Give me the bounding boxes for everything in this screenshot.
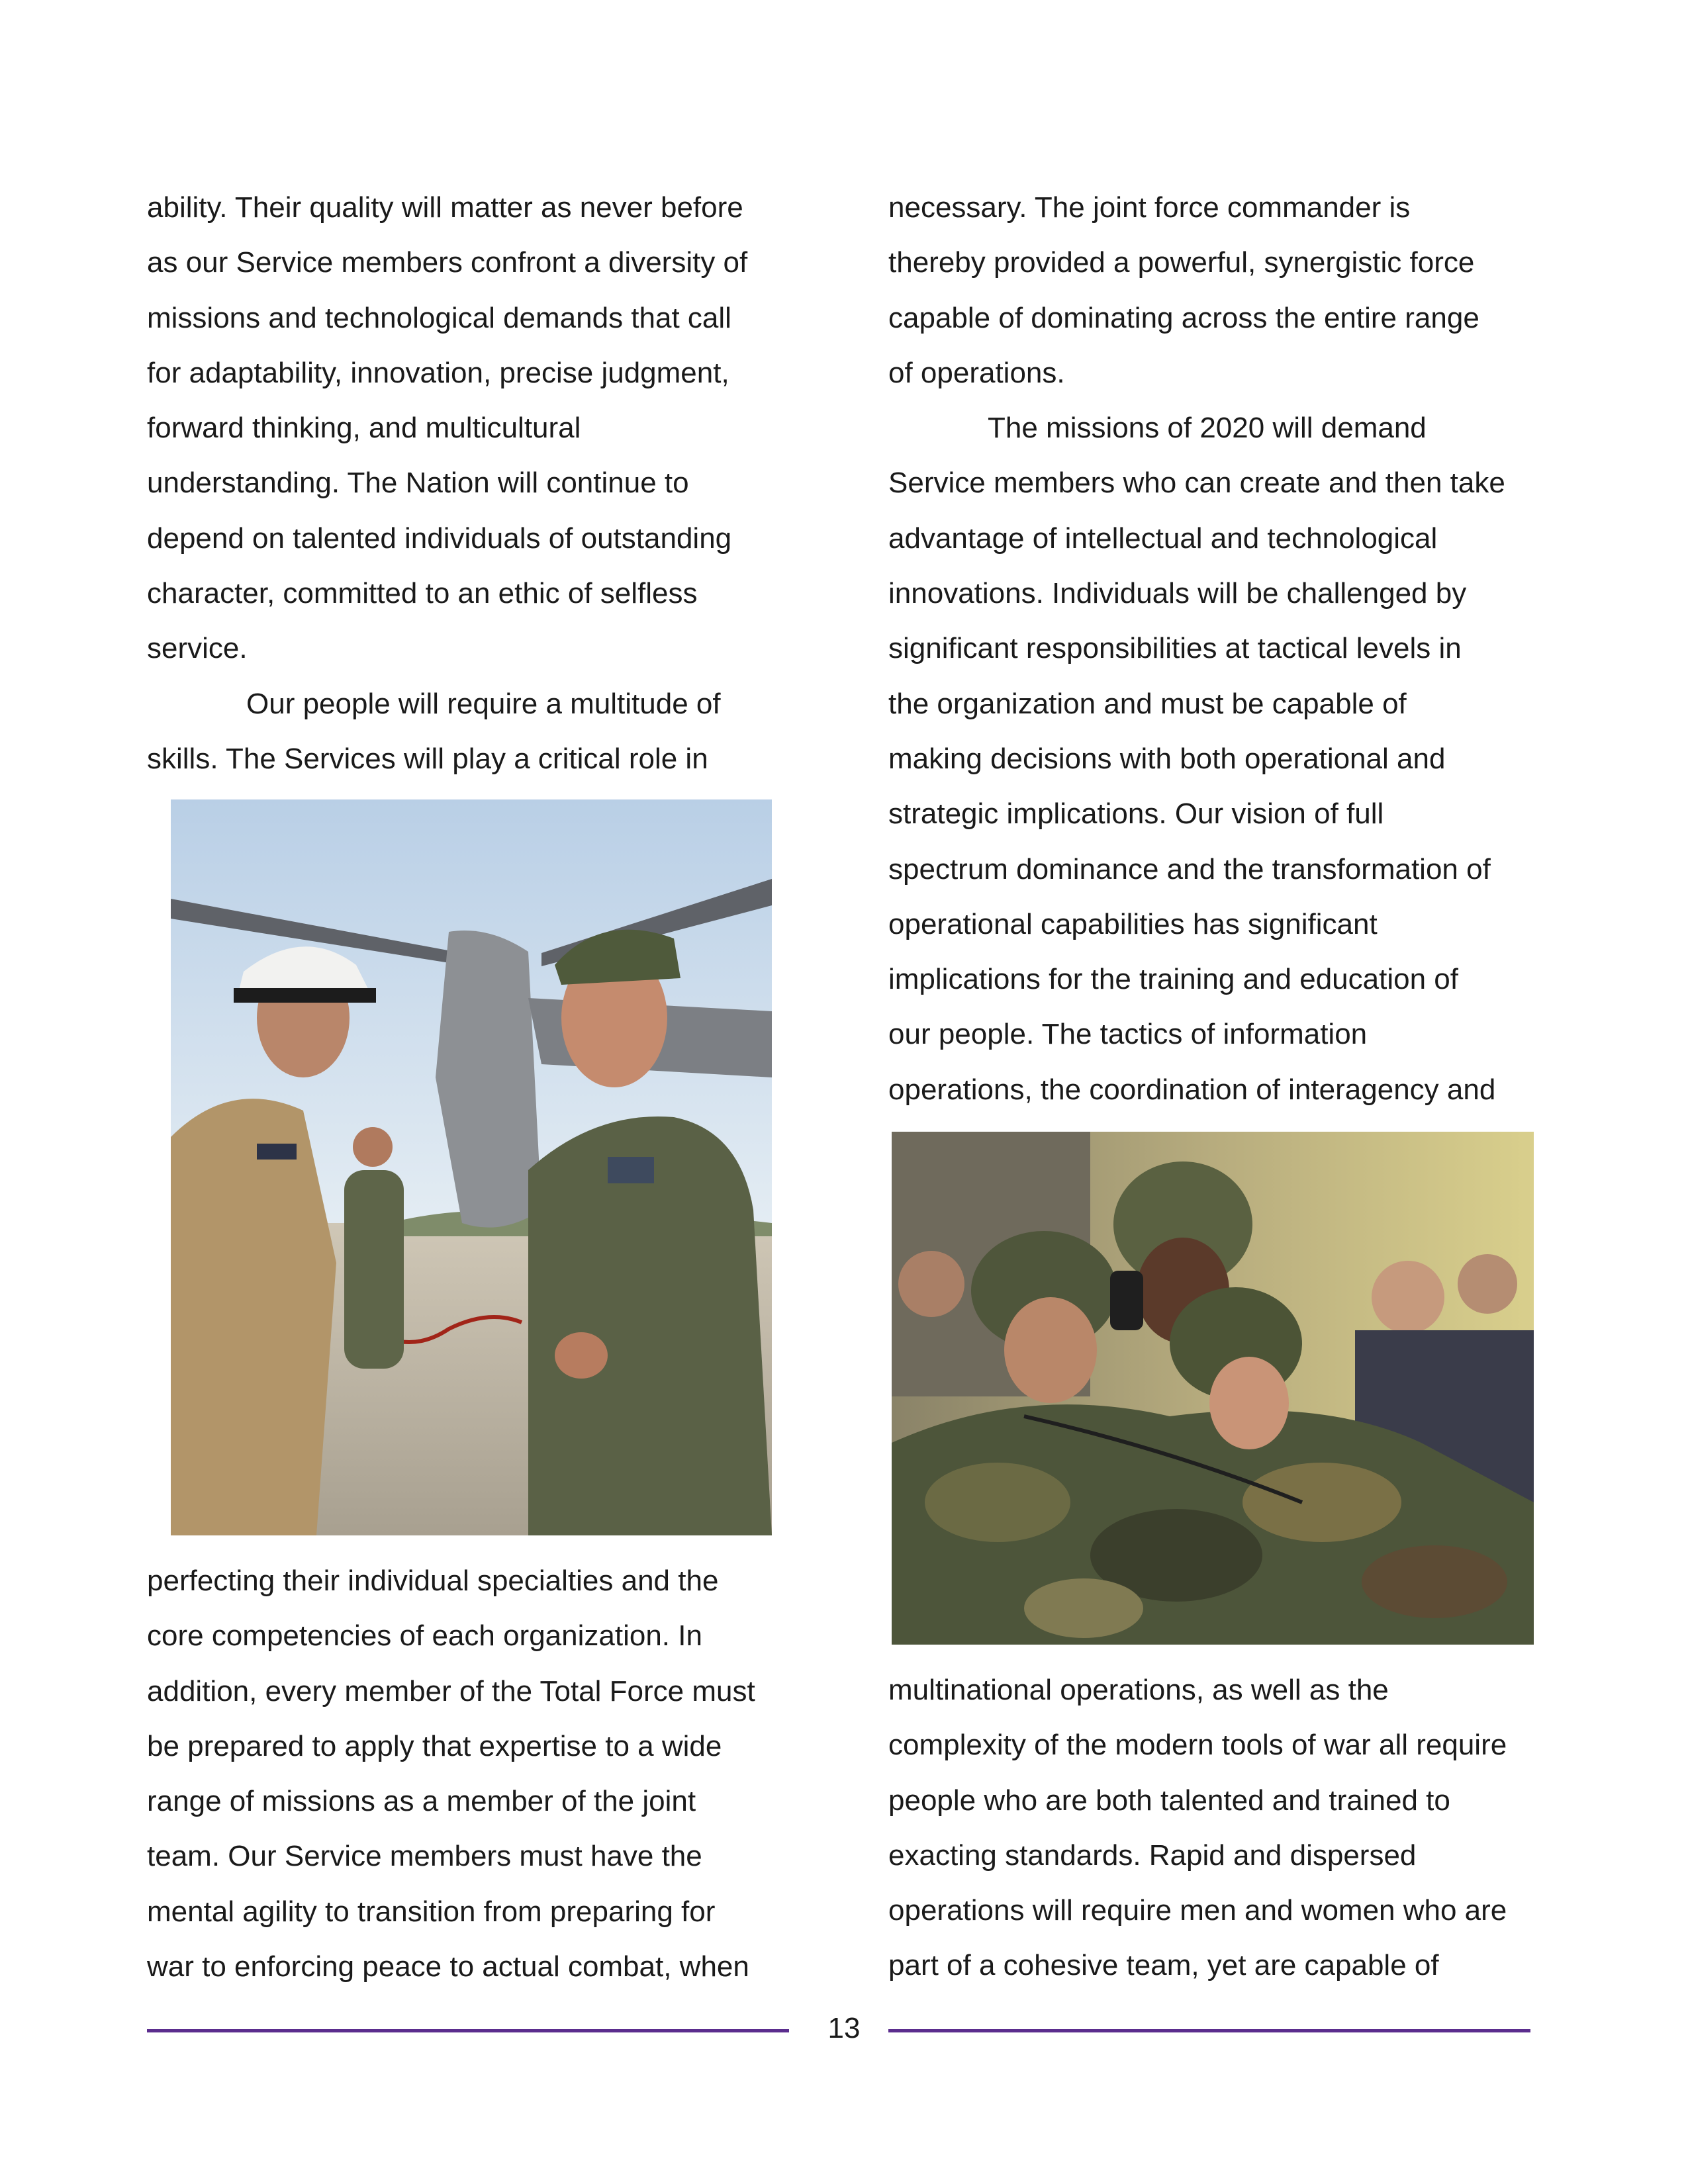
paragraph-first-line: Our people will require a multitude of: [246, 687, 721, 720]
text-line: range of missions as a member of the joint: [147, 1785, 696, 1818]
text-line: ability. Their quality will matter as never before: [147, 191, 743, 224]
text-line: exacting standards. Rapid and dispersed: [888, 1839, 1417, 1872]
text-line: complexity of the modern tools of war all require: [888, 1729, 1507, 1762]
left-column-bottom-text: [147, 1553, 782, 1994]
text-line: understanding. The Nation will continue to: [147, 467, 689, 500]
text-line: Service members who can create and then take: [888, 467, 1505, 500]
text-line: missions and technological demands that call: [147, 301, 731, 334]
page-number: 13: [827, 2012, 861, 2044]
right-column-bottom-text: [888, 1662, 1550, 1993]
text-line: operations will require men and women who are: [888, 1894, 1507, 1927]
photo-sailor-and-marine: [171, 799, 772, 1535]
text-line: strategic implications. Our vision of full: [888, 797, 1384, 831]
text-line: multinational operations, as well as the: [888, 1674, 1389, 1706]
text-line: capable of dominating across the entire range: [888, 301, 1479, 334]
text-line: of operations.: [888, 356, 1065, 389]
paragraph-first-line: The missions of 2020 will demand: [988, 412, 1427, 445]
left-column-top-text: [147, 180, 782, 786]
text-line: core competencies of each organization. In: [147, 1619, 702, 1653]
text-line: forward thinking, and multicultural: [147, 412, 581, 445]
text-line: advantage of intellectual and technological: [888, 522, 1438, 555]
footer-rule-left: [147, 2029, 789, 2032]
text-line: mental agility to transition from preparing for: [147, 1895, 716, 1928]
text-line: our people. The tactics of information: [888, 1018, 1368, 1051]
text-line: war to enforcing peace to actual combat, when: [147, 1950, 749, 1983]
text-line: team. Our Service members must have the: [147, 1840, 702, 1873]
text-line: spectrum dominance and the transformation of: [888, 852, 1491, 886]
text-line: skills. The Services will play a critical role in: [147, 742, 708, 775]
text-line: innovations. Individuals will be challenged by: [888, 577, 1467, 610]
text-line: necessary. The joint force commander is: [888, 191, 1411, 224]
text-line: addition, every member of the Total Force must: [147, 1674, 755, 1707]
text-line: perfecting their individual specialties and the: [147, 1565, 719, 1597]
text-line: people who are both talented and trained to: [888, 1784, 1450, 1817]
text-line: the organization and must be capable of: [888, 687, 1407, 720]
text-line: implications for the training and education of: [888, 963, 1458, 996]
text-line: operations, the coordination of interagency and: [888, 1073, 1496, 1106]
text-line: as our Service members confront a diversity of: [147, 246, 748, 279]
text-line: significant responsibilities at tactical levels in: [888, 632, 1462, 665]
text-line: making decisions with both operational and: [888, 742, 1446, 775]
photo-soldiers-camouflage: [892, 1132, 1534, 1645]
footer-rule-right: [888, 2029, 1530, 2032]
text-line: be prepared to apply that expertise to a wide: [147, 1729, 722, 1762]
text-line: service.: [147, 632, 248, 665]
text-line: thereby provided a powerful, synergistic force: [888, 246, 1475, 279]
text-line: character, committed to an ethic of selfless: [147, 577, 698, 610]
text-line: for adaptability, innovation, precise judgment,: [147, 356, 729, 389]
right-column-top-text: [888, 180, 1550, 1117]
text-line: part of a cohesive team, yet are capable of: [888, 1949, 1439, 1982]
text-line: depend on talented individuals of outstanding: [147, 522, 732, 555]
text-line: operational capabilities has significant: [888, 907, 1378, 940]
